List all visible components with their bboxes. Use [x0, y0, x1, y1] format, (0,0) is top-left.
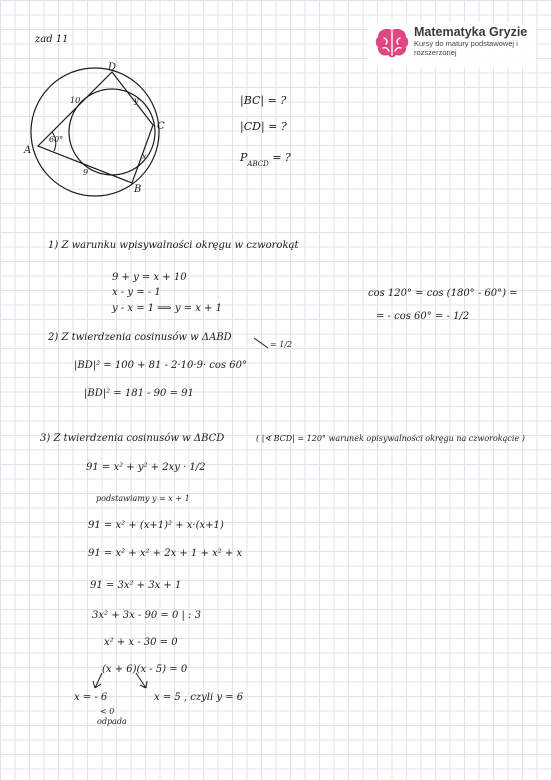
question-area-main: P	[240, 151, 248, 164]
step3-eq2: 91 = x² + (x+1)² + x·(x+1)	[88, 520, 224, 531]
logo	[368, 22, 536, 68]
step3-eq7: (x + 6)(x - 5) = 0	[102, 664, 188, 675]
side-note-line2: = - cos 60° = - 1/2	[376, 311, 470, 322]
step3-eq4: 91 = 3x² + 3x + 1	[90, 580, 182, 591]
logo-subtitle: Kursy do matury podstawowej i rozszerzonej	[414, 39, 518, 57]
brace-line	[254, 338, 268, 348]
question-area-tail: = ?	[272, 151, 291, 164]
step3-eq5: 3x² + 3x - 90 = 0 | : 3	[92, 610, 201, 621]
step1-line1: 9 + y = x + 10	[112, 272, 187, 283]
inscribed-circle	[69, 89, 155, 175]
step2-annotation: = 1/2	[270, 340, 293, 349]
step3-heading: 3) Z twierdzenia cosinusów w ΔBCD	[40, 433, 225, 444]
arrow-left	[93, 673, 102, 688]
side-ad-label: 10	[70, 96, 81, 105]
step3-heading-note: ( |∢ BCD| = 120° warunek opisywalności okręgu na czworokącie )	[256, 434, 525, 443]
step2-line2: |BD|² = 181 - 90 = 91	[84, 388, 194, 399]
vertex-b-label: B	[134, 184, 142, 195]
step1-heading: 1) Z warunku wpisywalności okręgu w czworokąt	[48, 240, 299, 251]
arrow-right	[136, 673, 147, 688]
question-area	[240, 151, 291, 168]
step2-heading: 2) Z twierdzenia cosinusów w ΔABD	[48, 332, 232, 343]
vertex-d-label: D	[108, 62, 117, 73]
vertex-c-label: C	[157, 121, 165, 132]
solution-accepted: x = 5 , czyli y = 6	[154, 692, 244, 703]
side-cb-label: x	[142, 152, 147, 161]
quadrilateral-abcd	[38, 72, 153, 183]
brain-icon	[372, 24, 412, 64]
task-label: zad 11	[35, 34, 69, 45]
question-cd: |CD| = ?	[240, 120, 287, 133]
solution-rejected-note: < 0	[100, 707, 115, 716]
logo-title: Matematyka Gryzie	[414, 25, 528, 39]
step3-substitution: podstawiamy y = x + 1	[96, 494, 190, 503]
solution-rejected-label: odpada	[97, 717, 127, 726]
step2-line1: |BD|² = 100 + 81 - 2·10·9· cos 60°	[74, 360, 247, 371]
step3-eq1: 91 = x² + y² + 2xy · 1/2	[86, 462, 206, 473]
step1-line3: y - x = 1 ⟹ y = x + 1	[112, 303, 222, 314]
solution-rejected: x = - 6	[74, 692, 108, 703]
side-dc-label: y	[134, 96, 139, 105]
side-ab-label: 9	[83, 168, 89, 177]
question-area-sub: ABCD	[247, 160, 269, 168]
step3-eq3: 91 = x² + x² + 2x + 1 + x² + x	[88, 548, 243, 559]
vertex-a-label: A	[24, 145, 32, 156]
question-bc: |BC| = ?	[240, 94, 287, 107]
step1-line2: x - y = - 1	[112, 287, 161, 298]
step3-eq6: x² + x - 30 = 0	[104, 637, 178, 648]
side-note-line1: cos 120° = cos (180° - 60°) =	[368, 288, 518, 299]
angle-a-label: 60°	[49, 135, 64, 144]
circumscribed-circle	[31, 68, 159, 196]
